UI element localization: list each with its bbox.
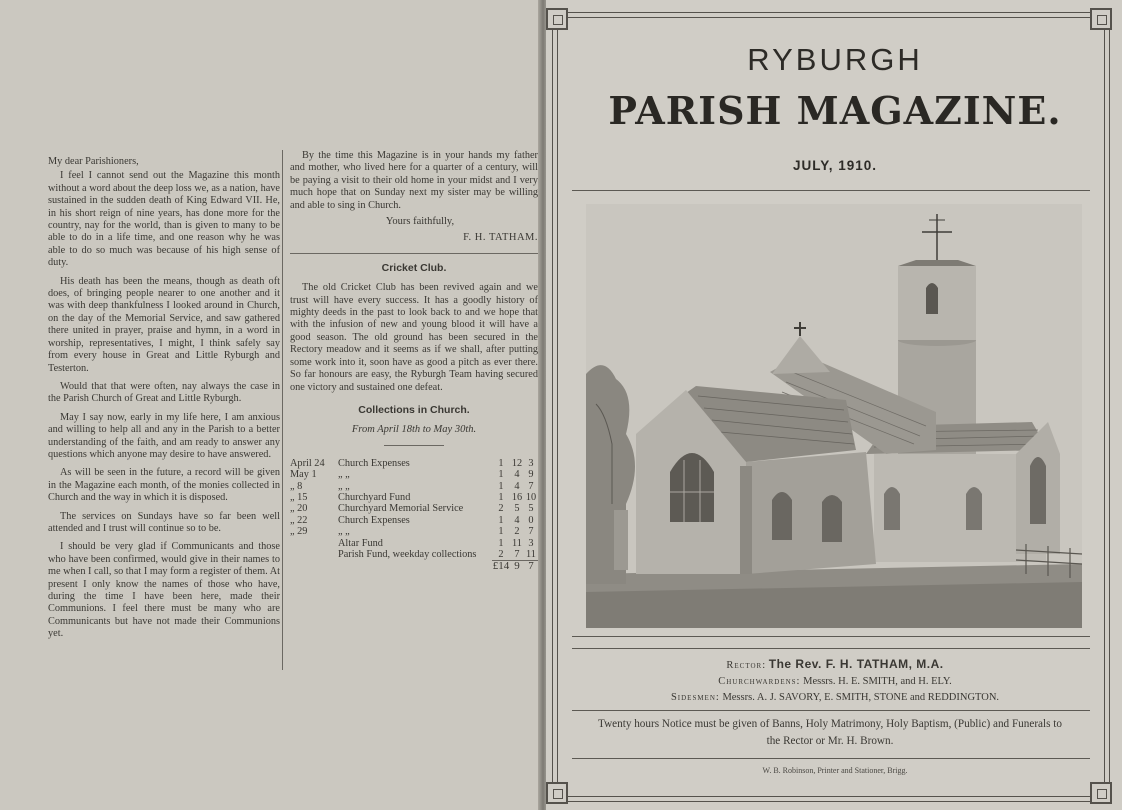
cricket-club-text: The old Cricket Club has been revived again and we trust will have every success. It has a goodly history of mighty deeds in the past to look back to and we hope that with the infusion of new and young blood it will have a good season. The old ground has been secured in the Rectory meadow and it seems as if we shall, after putting some work into it, soon have as good a pitch as ever there. So far honours are easy, the Ryburgh Team having secured one victory and sustained one defeat. (290, 282, 538, 393)
collection-item: „ „ (338, 480, 350, 492)
corner-ornament (546, 782, 568, 804)
collection-shillings: 5 (514, 503, 520, 515)
corner-ornament (1090, 8, 1112, 30)
collection-row (290, 515, 538, 526)
churchwardens-label: Churchwardens: (718, 676, 801, 687)
collection-row (290, 549, 538, 561)
total-pence: 7 (524, 561, 538, 573)
collection-row (290, 526, 538, 537)
collection-shillings: 16 (511, 491, 523, 503)
collection-date: „ 29 (290, 526, 308, 538)
second-column (290, 150, 538, 573)
collection-item: Churchyard Memorial Service (338, 503, 464, 515)
collections-heading: Collections in Church. (358, 403, 470, 416)
collection-shillings: 4 (514, 469, 520, 481)
collection-pounds: 2 (498, 503, 504, 515)
collection-pounds: 1 (498, 526, 504, 538)
letter-signature: F. H. TATHAM. (463, 232, 538, 244)
collection-row (290, 458, 538, 469)
collection-pence: 0 (528, 514, 534, 526)
collection-date: „ 20 (290, 503, 308, 515)
collection-row (290, 481, 538, 492)
collection-pence: 7 (528, 480, 534, 492)
left-page (0, 0, 542, 810)
sidesmen-label: Sidesmen: (670, 692, 720, 703)
masthead-parish-magazine: PARISH MAGAZINE. (608, 88, 1062, 133)
printer-credit: W. B. Robinson, Printer and Stationer, Brigg. (762, 766, 908, 775)
cover-rule (572, 758, 1090, 759)
collection-date: May 1 (290, 469, 317, 481)
total-pounds: £14 (492, 560, 510, 573)
collection-item: Church Expenses (338, 514, 410, 526)
collection-pence: 11 (526, 548, 536, 560)
collection-row (290, 469, 538, 480)
collection-pence: 9 (528, 469, 534, 481)
collection-pounds: 1 (498, 480, 504, 492)
collection-item: „ „ (338, 526, 350, 538)
rector-label: Rector: (726, 660, 767, 671)
cover-rule (572, 190, 1090, 191)
letter-paragraph: I should be very glad if Communicants and those who have been confirmed, would give in their names to me when I call, so that I may form a register of them. At present I only know the names of those who have, during the time I have been here, made their Communions. I feel there must be many who are Communicants but have not made their Communions yet. (48, 541, 280, 640)
sidesmen-line (560, 690, 1110, 706)
letter-closing: Yours faithfully, (385, 216, 455, 228)
collection-date: „ 8 (290, 480, 303, 492)
collection-item: Churchyard Fund (338, 491, 411, 503)
letter-paragraph: May I say now, early in my life here, I am anxious and willing to help all and any in the Parish to a better understanding of the faith, and am ready to answer any questions which anyone may desire to have answered. (48, 411, 280, 460)
collection-pounds: 2 (498, 548, 504, 560)
collection-shillings: 12 (511, 457, 523, 469)
letter-paragraph: As will be seen in the future, a record will be given in the Magazine each month, of the monies collected in Church and the way in which it is disposed. (48, 467, 280, 504)
collection-pounds: 1 (498, 491, 504, 503)
collections-period: From April 18th to May 30th. (351, 424, 477, 436)
collection-row (290, 503, 538, 514)
section-rule (290, 253, 538, 254)
collection-pounds: 1 (498, 514, 504, 526)
collection-shillings: 11 (512, 537, 522, 549)
church-illustration (586, 204, 1082, 628)
collection-pence: 3 (528, 537, 534, 549)
collection-shillings: 4 (514, 480, 520, 492)
total-shillings: 9 (510, 561, 524, 573)
issue-date: JULY, 1910. (792, 158, 878, 173)
collection-date: April 24 (290, 457, 325, 469)
letter-paragraph: I feel I cannot send out the Magazine this month without a word about the deep loss we, as a nation, have sustained in the sudden death of King Edward VII. He, in his short reign of nine years, has done more for the country, nay for the world, than is given to many to be able to do in a life time, and one reason why he was able to do so much was because of his high sense of duty. (48, 170, 280, 269)
collection-item: „ „ (338, 469, 350, 481)
rector-line (560, 656, 1110, 674)
sidesmen-names: Messrs. A. J. SAVORY, E. SMITH, STONE and REDDINGTON. (722, 692, 1000, 703)
collection-shillings: 7 (514, 548, 520, 560)
section-rule (384, 445, 444, 446)
collections-table (290, 458, 538, 573)
collection-date (290, 538, 338, 549)
rector-name: The Rev. F. H. TATHAM, M.A. (768, 657, 944, 671)
collection-row (290, 538, 538, 549)
corner-ornament (546, 8, 568, 30)
cover-rule (572, 648, 1090, 649)
letter-paragraph: His death has been the means, though as death oft does, of bringing people nearer to one another and it was with deep thankfulness I looked around in Church, on the day of the Memorial Service, and saw gathered there united in prayer, praise and hymn, in a word in worship, representatives, I might, I think safely say from every house in Great and Little Ryburgh and Testerton. (48, 275, 280, 374)
cricket-club-heading: Cricket Club. (381, 261, 447, 274)
collection-pence: 10 (525, 491, 537, 503)
collection-pence: 3 (528, 457, 534, 469)
collection-shillings: 2 (514, 526, 520, 538)
collection-row (290, 492, 538, 503)
letter-paragraph: By the time this Magazine is in your hands my father and mother, who lived here for a quarter of a century, will be paying a visit to their old home in your midst and I very much hope that on Sunday next my sister may be willing and able to sing in Church. (290, 150, 538, 211)
masthead-ryburgh: RYBURGH (747, 42, 923, 77)
collection-pounds: 1 (498, 469, 504, 481)
collection-pence: 5 (528, 503, 534, 515)
collection-date (290, 549, 338, 561)
collection-item: Altar Fund (338, 537, 383, 549)
collection-pounds: 1 (498, 457, 504, 469)
cover-rule (572, 710, 1090, 711)
collection-pounds: 1 (498, 537, 504, 549)
parish-officers (560, 656, 1110, 706)
letter-salutation: My dear Parishioners, (48, 156, 139, 167)
letter-paragraph: Would that that were often, nay always the case in the Parish Church of Great and Little Ryburgh. (48, 380, 280, 405)
collection-item: Church Expenses (338, 457, 410, 469)
collection-pence: 7 (528, 526, 534, 538)
cover-rule (572, 636, 1090, 637)
column-divider (282, 150, 283, 670)
collection-item: Parish Fund, weekday collections (338, 548, 477, 560)
collection-date: „ 15 (290, 491, 308, 503)
churchwardens-names: Messrs. H. E. SMITH, and H. ELY. (803, 676, 952, 687)
corner-ornament (1090, 782, 1112, 804)
collection-date: „ 22 (290, 514, 308, 526)
notice-text: Twenty hours Notice must be given of Banns, Holy Matrimony, Holy Baptism, (Public) and Funerals to the Rector or Mr. H. Brown. (598, 718, 1062, 747)
collection-shillings: 4 (514, 514, 520, 526)
letter-paragraph: The services on Sundays have so far been well attended and I trust will continue so to be. (48, 510, 280, 534)
rector-letter-column (48, 156, 280, 647)
churchwardens-line (560, 674, 1110, 690)
collections-total-row (290, 561, 538, 573)
